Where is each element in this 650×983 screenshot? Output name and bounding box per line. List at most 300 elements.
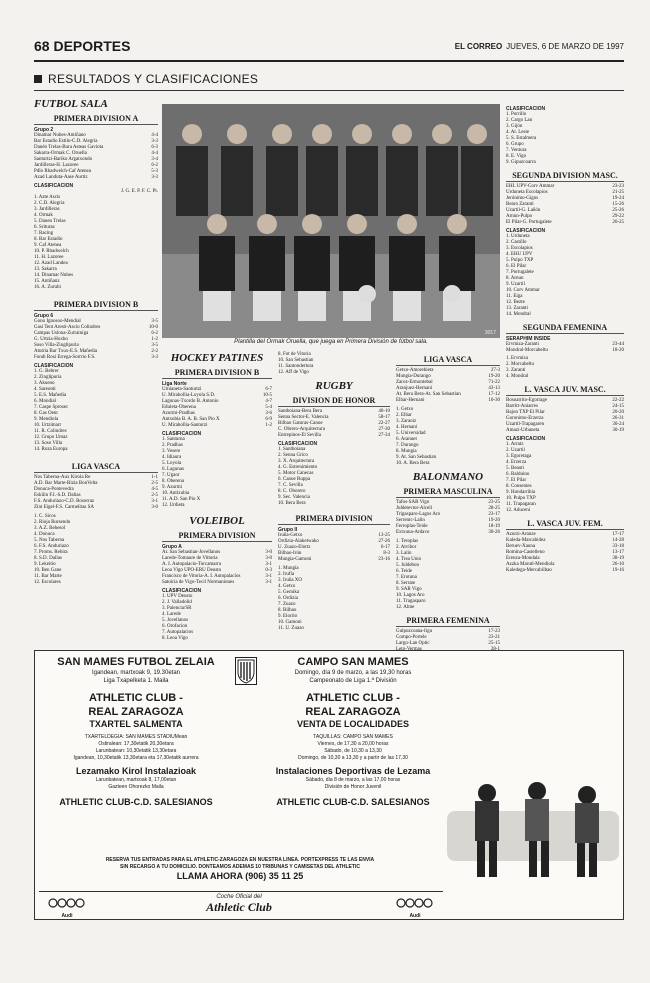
standings-label: CLASIFICACION	[34, 183, 74, 189]
standings-row: 3. A.Z. Behesol	[34, 526, 66, 531]
standings-row: 2. Rioja Bursendo	[34, 520, 71, 525]
result-row: Trigasparo-Lagos Aro 23-17	[396, 512, 500, 517]
standings-row: 12. Alme	[396, 605, 415, 610]
ad-bottom-line2: SIN RECARGO A TU DOMICILIO. DONTEAMOS ADEMAS 10 TRIBUNAS Y CAMISETAS DEL ATHLETIC	[120, 864, 360, 870]
standings-row: 4. Hernani	[396, 425, 418, 430]
ad-right-lines	[263, 734, 443, 762]
balonmano-standings	[396, 539, 500, 611]
ad-left-match2: REAL ZARAGOZA	[88, 706, 184, 718]
result-row: Getxo-Amorebieta 27-3	[396, 368, 500, 373]
ad-right-spanish	[263, 651, 443, 856]
standings-b-list	[34, 369, 158, 453]
standings-b-label: CLASIFICACION	[34, 363, 74, 369]
standings-row: 5. Motor Canecas	[278, 471, 314, 476]
standings-row: 11. Eiga	[506, 294, 523, 299]
result-row: Jerónimo-Gigos 19-24	[506, 196, 624, 201]
standings-row: 10. Corv Ammar	[506, 288, 540, 293]
standings-row: 4. Sareonti	[34, 387, 56, 392]
result-row: Gasi Tent Aresti-Ascio Colindres 10-0	[34, 325, 158, 330]
standings-row: 12. Aduceni	[506, 508, 531, 513]
result-row: Compo-Portele 23-21	[396, 635, 500, 640]
standings-row: 1. C. Sicos	[34, 514, 56, 519]
standings-row: 4. Mondral	[506, 374, 529, 379]
result-row: Urnianeta-Santurtzi 6-7	[162, 387, 272, 392]
standings-row: 5. Pulpo TXP	[506, 258, 534, 263]
group-label: Grupo 2	[34, 127, 54, 133]
standings-row: 9. At. San Sebastian	[396, 455, 437, 460]
voleibol-group: Grupo A	[162, 544, 182, 550]
result-row: Fondi Rosi Errega-Sorrrio F.S. 3-3	[34, 355, 158, 360]
voleibol-standings	[162, 594, 272, 642]
standings-row: 9. Lekeitio	[34, 562, 56, 567]
voleibol-results	[162, 550, 272, 586]
standings-row: 9. Elorrio	[278, 614, 298, 619]
liga-vasca-mid-standings	[396, 407, 500, 467]
standings-row: 3. Gijón	[506, 124, 523, 129]
ad-left-sub: TXARTEL SALMENTA	[89, 719, 183, 729]
futbol-sala-column	[34, 98, 158, 643]
segunda-masc-title: SEGUNDA DIVISION MASC.	[506, 170, 624, 182]
rugby-results	[278, 409, 390, 439]
standings-row: 2. Senna Grico	[278, 453, 308, 458]
standings-row: 10. Pulpo TXP	[506, 496, 536, 501]
standings-row: 10. Bera Bera	[278, 501, 306, 506]
standings-row: 5. Universidad	[396, 431, 426, 436]
hockey-title: HOCKEY PATINES	[170, 352, 264, 364]
result-row: U. Mirahollia-Loyola S.D. 10-5	[162, 393, 272, 398]
balonmano-fem-division: PRIMERA FEMENINA	[396, 615, 500, 627]
standings-row: 6. Grupo	[506, 142, 524, 147]
ad-info-line: TXARTELDEGIA: SAN MAMES STADIUMean	[84, 734, 188, 740]
standings-row: 3. Iruña XO	[278, 578, 303, 583]
rugby-column	[278, 352, 390, 642]
right-standings-label: CLASIFICACION	[506, 106, 546, 112]
result-row: Atutria Bar Txux-E.S. Mañedia 2-2	[34, 349, 158, 354]
audi-rings-icon	[395, 898, 435, 908]
segunda-masc-standings	[506, 234, 624, 318]
standings-row: 7. El Pilar	[506, 478, 527, 483]
juv-masc-results	[506, 398, 624, 434]
juv-fem-title: L. VASCA JUV. FEM.	[506, 518, 624, 530]
standings-row: 6. Balduino	[506, 472, 530, 477]
standings-row: 4. Larede	[162, 612, 181, 617]
ad-info-line: División de Honor Juvenil	[324, 784, 382, 790]
standings-row: 13. Soso Villa	[34, 441, 63, 446]
standings-row: 2. Morcabeltu	[506, 362, 535, 367]
standings-row: 11. H. Lazoree	[34, 255, 64, 260]
standings-row: 7. Durango	[396, 443, 419, 448]
hockey-standings	[162, 437, 272, 509]
team-photo	[162, 104, 500, 338]
ad-right-match2: REAL ZARAGOZA	[305, 706, 401, 718]
standings-row: 7. Ugaor	[162, 473, 180, 478]
hockey-group: Liga Norte	[162, 381, 187, 387]
standings-row: 6. Canoe Ruppa	[278, 477, 311, 482]
ad-left-title: SAN MAMES FUTBOL ZELAIA	[57, 656, 215, 668]
segunda-masc-standings-label: CLASIFICACION	[506, 228, 546, 234]
standings-row: 4. Donuca	[34, 532, 55, 537]
result-row: G. Urtzia-Hoxho 1-2	[34, 337, 158, 342]
standings-row: 3. Jardilleras	[34, 207, 60, 212]
audi-rings-icon	[47, 898, 87, 908]
liga-vasca-mid-title: LIGA VASCA	[396, 354, 500, 366]
standings-row: 12. Grupo Umaz	[34, 435, 68, 440]
standings-row: 5. S. Estalmera	[506, 136, 537, 141]
ad-info-line: TAQUILLAS: CAMPO SAN MAMES	[313, 734, 393, 740]
result-row: Sakarra-Ormak C. Oruella 4-4	[34, 151, 158, 156]
result-row: Beruev-Xauna 33-18	[506, 544, 624, 549]
standings-row: 3. Palencia/SR	[162, 606, 192, 611]
page-header	[34, 38, 624, 58]
standings-row: 4. At. Leste	[506, 130, 530, 135]
standings-row: 8. C. Oborero	[278, 489, 306, 494]
standings-row: 1. Porrillo	[506, 112, 527, 117]
standings-row: 13. Sakarra	[34, 267, 57, 272]
standings-row: 4. Erzerza	[506, 460, 527, 465]
ad-info-line: Larunbatean: 10,30etatik 13,30etara	[95, 748, 177, 754]
rugby-standings-label: CLASIFICACION	[278, 441, 318, 447]
result-row: El Pilar-G. Portugalete 26-25	[506, 220, 624, 225]
standings-row: 11. U. Zuazo	[278, 626, 304, 631]
ad-info-line: Viernes, de 17,30 a 20,00 horas	[317, 741, 389, 747]
standings-row: 12. Azad Landea	[34, 261, 68, 266]
ad-fans-photo	[447, 771, 619, 881]
balonmano-division: PRIMERA MASCULINA	[396, 486, 500, 498]
result-row: Gulpuzcoana-Iigu 17-23	[396, 629, 500, 634]
standings-row: 9. SAR Vigo	[396, 587, 422, 592]
ad-right-sub: VENTA DE LOCALIDADES	[296, 719, 409, 729]
segunda-fem-title: SEGUNDA FEMENINA	[506, 322, 624, 334]
ad-left-match1: ATHLETIC CLUB -	[89, 692, 183, 704]
result-row: Francisco de Vitoria-A. I. Autopalacios 3-1	[162, 574, 272, 579]
standings-row: 2. Pradhas	[162, 443, 183, 448]
standings-row: 11. Tragasparo	[396, 599, 426, 604]
publication-line: EL CORREO JUEVES, 6 DE MARZO DE 1997	[454, 42, 624, 51]
standings-row: 14. Roza Europa	[34, 447, 68, 452]
audi-logo-right: Audi	[395, 895, 435, 920]
standings-row: 10. P. Rhadwelch	[34, 249, 69, 254]
segunda-fem-results	[506, 342, 624, 354]
result-row: Entrepinos-El Sevilla 27-34	[278, 433, 390, 438]
result-row: U. Mirahollia-Santurzi 1-2	[162, 423, 272, 428]
ad-info-line: Igandean, 10,30etatik 13,30etara eta 17,30etatik aurrera	[73, 755, 199, 761]
result-row: Santboiana-Bera Bera 40-10	[278, 409, 390, 414]
standings-row: 11. A.D. San Pio X	[162, 497, 201, 502]
rugby-title: RUGBY	[315, 380, 353, 392]
voleibol-standings-label: CLASIFICACION	[162, 588, 202, 594]
right-column	[506, 104, 624, 644]
standings-row: 9. Caf Atenea	[34, 243, 62, 248]
standings-row: 2. C.D. Alegria	[34, 201, 65, 206]
standings-row: 1. Arratz	[506, 442, 524, 447]
standings-row: 9. Gipuzcoarra	[506, 160, 536, 165]
liga-vasca-left-results	[34, 475, 158, 511]
carryover-standings	[278, 352, 390, 376]
photo-caption: Plantilla del Ormak Oruella, que juega en Primera División de fútbol sala.	[234, 339, 428, 345]
standings-row: 8. Bar Estadio	[34, 237, 63, 242]
standings-row: 9. Azurmi	[162, 485, 182, 490]
standings-row: 4. Getxo	[278, 584, 296, 589]
juv-fem-results	[506, 532, 624, 574]
standings-row: 7. C. Sevilla	[278, 483, 303, 488]
standings-row: 1. UPV Deusto	[162, 594, 193, 599]
result-row: Ervmiza-Zaranti 23-44	[506, 342, 624, 347]
standings-row: 8. E. Vigo	[506, 154, 527, 159]
result-row: Serrentc-Lalin 19-20	[396, 518, 500, 523]
ad-info-line: Larunbatean, martxoak 8, 17,00etan	[95, 777, 177, 783]
standings-row: 8. Leoa Vigo	[162, 636, 188, 641]
standings-header: J. G. E. P. F. C. Pt.	[121, 189, 158, 194]
standings-row: 1. G. Bebrer	[34, 369, 59, 374]
standings-row: 8. S.D. Dallas	[34, 556, 62, 561]
standings-row: 3. Vesere	[162, 449, 181, 454]
voleibol-division: PRIMERA DIVISION	[162, 530, 272, 542]
result-row: Uzartil-G. Lañón 25-26	[506, 208, 624, 213]
result-row: Azad Landuta-Aase Aurtiz 3-3	[34, 175, 158, 180]
standings-row: 7. Autopalacios	[162, 630, 194, 635]
standings-row: 2. Atvibor	[396, 545, 417, 550]
ad-left-liga: Liga Txapelketa 1. Maila	[103, 678, 169, 684]
result-row: A.D. Bar Marte-Bizia BonVelta 2-5	[34, 481, 158, 486]
result-row: Bar Estadio Estilo-C.D. Alegria 3-3	[34, 139, 158, 144]
standings-row: 7. Portugalete	[506, 270, 534, 275]
ad-info-line: Domingo, de 10,30 a 13,30 y a partir de las 17,30	[298, 755, 408, 761]
standings-row: 2. Irufía	[278, 572, 295, 577]
result-row: EHL UPV-Corv Ammar 23-23	[506, 184, 624, 189]
primera-division-results	[278, 533, 390, 563]
result-row: Erenzu-Mondala 38-19	[506, 556, 624, 561]
result-row: Lagunas-Txordo B. Antonio 4-7	[162, 399, 272, 404]
standings-row: 10. Lagos Aro	[396, 593, 425, 598]
ad-info-line: Gazteen Ohorezko Maila	[108, 784, 164, 790]
standings-row: 7. Zuazo	[278, 602, 296, 607]
standings-row: 3. Zaranti	[506, 368, 526, 373]
ad-right-match3: ATHLETIC CLUB-C.D. SALESIANOS	[276, 797, 430, 807]
primera-division-standings	[278, 566, 390, 632]
primera-division-title: PRIMERA DIVISION	[278, 513, 390, 525]
coche-oficial: Coche Oficial del Athletic Club	[206, 894, 272, 914]
photo-credit: 3017	[484, 330, 496, 336]
standings-row: 1. Teroplas	[396, 539, 419, 544]
result-row: F.S. Anduriazo-C.D. Bosorraz 3-1	[34, 499, 158, 504]
standings-row: 4. Trea Unio	[396, 557, 422, 562]
result-row: Satoiria de Vigo-Tecil Normaniones 3-1	[162, 580, 272, 585]
ad-right-kirol: Instalaciones Deportivas de Lezama	[275, 766, 431, 776]
standings-row: 5. Beauti	[506, 466, 525, 471]
result-row: Eduleta-Oberena 5-4	[162, 405, 272, 410]
standings-row: 14. Dinamar Nubes	[34, 273, 74, 278]
section-title: RESULTADOS Y CLASIFICACIONES	[34, 72, 258, 86]
standings-row: 2. Zinglipuria	[34, 375, 62, 380]
ad-info-line: Ostiralean: 17,30etatik 20,30etara	[98, 741, 174, 747]
result-row: Ordizia-Alaketwako 27-26	[278, 539, 390, 544]
standings-row: 5. Gernika	[278, 590, 300, 595]
result-row: Eskilin F.I.-S.D. Dalias 2-5	[34, 493, 158, 498]
standings-row: 10. San Sebastian	[278, 358, 314, 363]
standings-row: 5. Nos Taberna	[34, 538, 65, 543]
result-row: Elbar-Hernani 10-30	[396, 398, 500, 403]
standings-row: 2. Elbar	[396, 413, 412, 418]
ad-left-match3: ATHLETIC CLUB-C.D. SALESIANOS	[59, 797, 213, 807]
standings-row: 6. Teide	[396, 569, 412, 574]
ad-right-date: Domingo, día 9 de marzo, a las 19,30 horas	[294, 670, 412, 676]
segunda-masc-results	[506, 184, 624, 226]
standings-row: 1. Getxo	[396, 407, 414, 412]
standings-row: 6. Aranuet	[396, 437, 417, 442]
standings-row: 10. Gamoni	[278, 620, 302, 625]
standings-row: 1. Mungia	[278, 566, 299, 571]
ad-right-liga: Campeonato de Liga 1.ª División	[309, 678, 397, 684]
standings-row: 5. Jovellanos	[162, 618, 189, 623]
standings-row: 6. Lagunas	[162, 467, 184, 472]
standings-row: 4. EHU UPV	[506, 252, 533, 257]
result-row: Arnun-Pulpo 29-22	[506, 214, 624, 219]
result-row: Soso Villa-Zinglipuria 3-5	[34, 343, 158, 348]
result-row: Bearo Zaranti 15-26	[506, 202, 624, 207]
standings-row: 9. Uzartil	[506, 282, 525, 287]
standings-list	[34, 195, 158, 291]
section-rule	[34, 90, 624, 91]
result-row: Uzartil-Trapagaren 30-24	[506, 422, 624, 427]
standings-row: 2. J. Valladolid	[162, 600, 192, 605]
standings-row: 12. Aff de Vigo	[278, 370, 309, 375]
result-row: Zint Eigel-F.S. Carmelitas SA 3-0	[34, 505, 158, 510]
standings-row: 11. Trapagaran	[506, 502, 536, 507]
standings-row: 9. Sec. Valencia	[278, 495, 310, 500]
standings-row: 2. Cargo Lan	[506, 118, 533, 123]
standings-row: 3. Egoretaga	[506, 454, 532, 459]
standings-row: 6. Orofacion	[162, 624, 188, 629]
standings-row: 11. R. Colindres	[34, 429, 67, 434]
result-row: Mungia-Gamoni 23-16	[278, 557, 390, 562]
result-row: Bilbao Gaturas-Canoe 22-27	[278, 421, 390, 426]
standings-row: 10. Urtzimarr	[34, 423, 62, 428]
standings-row: 3. Lalin	[396, 551, 412, 556]
result-row: Senna Sector-E. Valencia 58-17	[278, 415, 390, 420]
standings-row: 6. El Pilar	[506, 264, 527, 269]
division-b-title: PRIMERA DIVISION B	[34, 299, 158, 311]
liga-vasca-mid-results	[396, 368, 500, 404]
standings-row: 6. F.S. Anduriazo	[34, 544, 69, 549]
result-row: Romina-Castelleno 13-17	[506, 550, 624, 555]
standings-row: 12. Escolares	[34, 580, 61, 585]
hockey-voleibol-column	[162, 352, 272, 642]
result-row: Antxubia B. A. B. San Pio X 6-9	[162, 417, 272, 422]
hockey-standings-label: CLASIFICACION	[162, 431, 202, 437]
standings-row: 7. Racing	[34, 231, 54, 236]
balonmano-results	[396, 500, 500, 536]
standings-row: 6. Ordizia	[278, 596, 298, 601]
ad-right-kirol-lines	[263, 777, 443, 791]
standings-row: 11. Santondertura	[278, 364, 314, 369]
juv-masc-title: L. VASCA JUV. MASC.	[506, 384, 624, 396]
standings-row: 8. Consentes	[506, 484, 532, 489]
hockey-results	[162, 387, 272, 429]
standings-row: 13. Zaranti	[506, 306, 528, 311]
result-row: Bosoarrito-Egorrage 22-22	[506, 398, 624, 403]
standings-row: 1. Santurna	[162, 437, 185, 442]
standings-row: 5. Loyola	[162, 461, 182, 466]
ad-left-kirol-lines	[41, 777, 231, 791]
standings-row: 10. Ben Gane	[34, 568, 62, 573]
standings-row: 4. G. Estrenimiento	[278, 465, 318, 470]
ad-bottom-line1: RESERVA TUS ENTRADAS PARA EL ATHLETIC-ZARAGOZA EN NUESTRA LINEA. PORTEXPRESS TE LAS ENVIA	[105, 857, 375, 863]
result-row: Bajon TXP El Pilar 20-20	[506, 410, 624, 415]
standings-row: 10. Antixubia	[162, 491, 190, 496]
standings-row: 14. Mondral	[506, 312, 531, 317]
standings-row: 8. Fot de Vitoria	[278, 352, 311, 357]
header-rule	[34, 60, 624, 62]
athletic-advertisement	[34, 650, 624, 920]
audi-logo-left: Audi	[47, 895, 87, 920]
result-row: Danén Trelas-Bura Asteas Gaviota 6-3	[34, 145, 158, 150]
result-row: At. Bera Bera-At. San Sebastian 17-12	[396, 392, 500, 397]
liga-vasca-left-title: LIGA VASCA	[34, 461, 158, 473]
standings-row: 4. Idiaura	[162, 455, 182, 460]
result-row: U. Zuazo-Elortz 6-17	[278, 545, 390, 550]
group-b-label: Grupo 6	[34, 313, 54, 319]
result-row: Azurzi-Aranze 17-17	[506, 532, 624, 537]
result-row: Urduneta Escolapios 21-25	[506, 190, 624, 195]
result-row: Juldetevtor-Alcell 28-25	[396, 506, 500, 511]
result-row: Barritt-Aniarres 24-15	[506, 404, 624, 409]
juv-masc-standings	[506, 442, 624, 514]
result-row: Extxuna-Ardavo 30-26	[396, 530, 500, 535]
ad-left-basque	[41, 651, 231, 856]
result-row: Leoa Vigo UPO-ERU Deusto 0-3	[162, 568, 272, 573]
standings-row: 11. Bar Marte	[34, 574, 62, 579]
rugby-division: DIVISION DE HONOR	[278, 395, 390, 407]
standings-row: 5. E.S. Mañedia	[34, 393, 67, 398]
result-row: Mondral-Morcabeltu 18-20	[506, 348, 624, 353]
page-folio: 68 DEPORTES	[34, 38, 131, 54]
result-row: Ferroplas-Teide 18-19	[396, 524, 500, 529]
hockey-division: PRIMERA DIVISION B	[162, 367, 272, 379]
standings-row: 9. Mendiola	[34, 417, 59, 422]
standings-row: 8. Arnun	[506, 276, 524, 281]
athletic-crest-icon	[235, 657, 257, 685]
standings-row: 7. Erotuna	[396, 575, 417, 580]
ad-left-date: Igandean, martxoak 9, 19.30etan	[91, 670, 181, 676]
result-row: Mungia-Durango 19-20	[396, 374, 500, 379]
result-row: Gono Ignosoo-Mendial 3-5	[34, 319, 158, 324]
rugby-standings	[278, 447, 390, 507]
division-a-title: PRIMERA DIVISION A	[34, 113, 158, 125]
result-row: Amazi-Urbaneta 30-19	[506, 428, 624, 433]
ad-right-match1: ATHLETIC CLUB -	[306, 692, 400, 704]
standings-row: 1. Santboiana	[278, 447, 306, 452]
result-row: Nos Taberna-Aux Kirola Re 1-1	[34, 475, 158, 480]
standings-row: 8. Mungia	[396, 449, 417, 454]
primera-division-group: Grupo II	[278, 527, 298, 533]
standings-row: 7. Proms. Rebira	[34, 550, 68, 555]
right-top-standings	[506, 112, 624, 166]
segunda-fem-standings	[506, 356, 624, 380]
standings-row: 1. Urduneta	[506, 234, 530, 239]
result-row: Ar. San Sebastian-Jovellanos 3-0	[162, 550, 272, 555]
result-row: Kaledega-Mercabilbao 19-16	[506, 568, 624, 573]
ad-info-line: Sábado, de 10,30 a 13,30	[324, 748, 382, 754]
result-row: A. I. Autopalacio-Torcamarra 3-1	[162, 562, 272, 567]
ad-sponsor-band	[39, 891, 443, 917]
juv-masc-standings-label: CLASIFICACION	[506, 436, 546, 442]
standings-row: 3. Akueno	[34, 381, 55, 386]
voleibol-title: VOLEIBOL	[189, 515, 245, 527]
ad-info-line: Sábado, día 8 de marzo, a las 17,00 horas	[305, 777, 401, 783]
ad-phone: LLAMA AHORA (906) 35 11 25	[176, 871, 304, 881]
result-row: Tafos-SAR Vigo 23-25	[396, 500, 500, 505]
square-bullet-icon	[34, 75, 42, 83]
